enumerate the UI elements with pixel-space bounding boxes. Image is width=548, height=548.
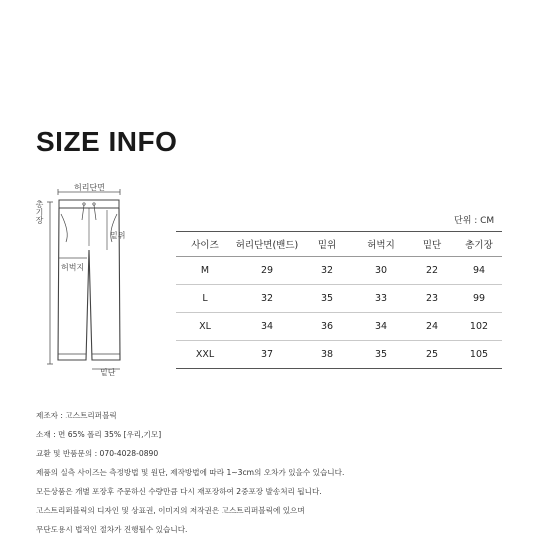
cell-rise: 38 bbox=[300, 341, 354, 369]
table-header-row bbox=[176, 232, 502, 257]
header-waist: 허리단면(밴드) bbox=[234, 232, 300, 257]
cell-thigh: 30 bbox=[354, 257, 408, 285]
cell-waist: 37 bbox=[234, 341, 300, 369]
cell-length: 99 bbox=[456, 285, 502, 313]
note-material: 소재 : 면 65% 폴리 35% [우리,기모] bbox=[36, 430, 162, 439]
cell-waist: 34 bbox=[234, 313, 300, 341]
cell-waist: 32 bbox=[234, 285, 300, 313]
header-size: 사이즈 bbox=[176, 232, 234, 257]
table-row bbox=[176, 341, 502, 369]
cell-length: 94 bbox=[456, 257, 502, 285]
pants-outline-illustration bbox=[28, 180, 158, 380]
product-notes bbox=[36, 406, 344, 539]
note-contact: 교환 및 반품문의 : 070-4028-0890 bbox=[36, 449, 159, 458]
thigh-label: 허벅지 bbox=[61, 263, 85, 272]
note-legal: 무단도용시 법적인 절차가 진행될수 있습니다. bbox=[36, 525, 188, 534]
header-length: 총기장 bbox=[456, 232, 502, 257]
table-row bbox=[176, 285, 502, 313]
note-copyright: 고스트리퍼블릭의 디자인 및 상표권, 이미지의 저작권은 고스트리퍼블릭에 있으며 bbox=[36, 506, 305, 515]
page-title: SIZE INFO bbox=[36, 126, 178, 157]
header-hem: 밑단 bbox=[408, 232, 456, 257]
cell-length: 105 bbox=[456, 341, 502, 369]
header-rise: 밑위 bbox=[300, 232, 354, 257]
note-measurement: 제품의 실측 사이즈는 측정방법 및 원단, 제작방법에 따라 1~3cm의 오차가 있을수 있습니다. bbox=[36, 468, 345, 477]
cell-rise: 32 bbox=[300, 257, 354, 285]
cell-hem: 24 bbox=[408, 313, 456, 341]
cell-size: M bbox=[176, 257, 234, 285]
hem-label: 밑단 bbox=[100, 368, 116, 377]
waist-label: 허리단면 bbox=[74, 183, 105, 192]
cell-hem: 23 bbox=[408, 285, 456, 313]
cell-length: 102 bbox=[456, 313, 502, 341]
cell-size: L bbox=[176, 285, 234, 313]
cell-rise: 35 bbox=[300, 285, 354, 313]
cell-thigh: 34 bbox=[354, 313, 408, 341]
cell-size: XXL bbox=[176, 341, 234, 369]
table-row bbox=[176, 257, 502, 285]
note-packaging: 모든상품은 개별 포장후 주문하신 수량만큼 다시 재포장하여 2중포장 발송처리 됩니다. bbox=[36, 487, 322, 496]
unit-label: 단위 : CM bbox=[454, 216, 495, 226]
size-table bbox=[176, 231, 502, 369]
cell-hem: 25 bbox=[408, 341, 456, 369]
cell-thigh: 33 bbox=[354, 285, 408, 313]
rise-label: 밑위 bbox=[110, 231, 126, 240]
pants-diagram bbox=[28, 180, 158, 380]
cell-hem: 22 bbox=[408, 257, 456, 285]
cell-rise: 36 bbox=[300, 313, 354, 341]
cell-size: XL bbox=[176, 313, 234, 341]
note-manufacturer: 제조자 : 고스트리퍼블릭 bbox=[36, 411, 117, 420]
header-thigh: 허벅지 bbox=[354, 232, 408, 257]
cell-waist: 29 bbox=[234, 257, 300, 285]
cell-thigh: 35 bbox=[354, 341, 408, 369]
total-length-label: 총기장 bbox=[35, 200, 44, 224]
table-row bbox=[176, 313, 502, 341]
